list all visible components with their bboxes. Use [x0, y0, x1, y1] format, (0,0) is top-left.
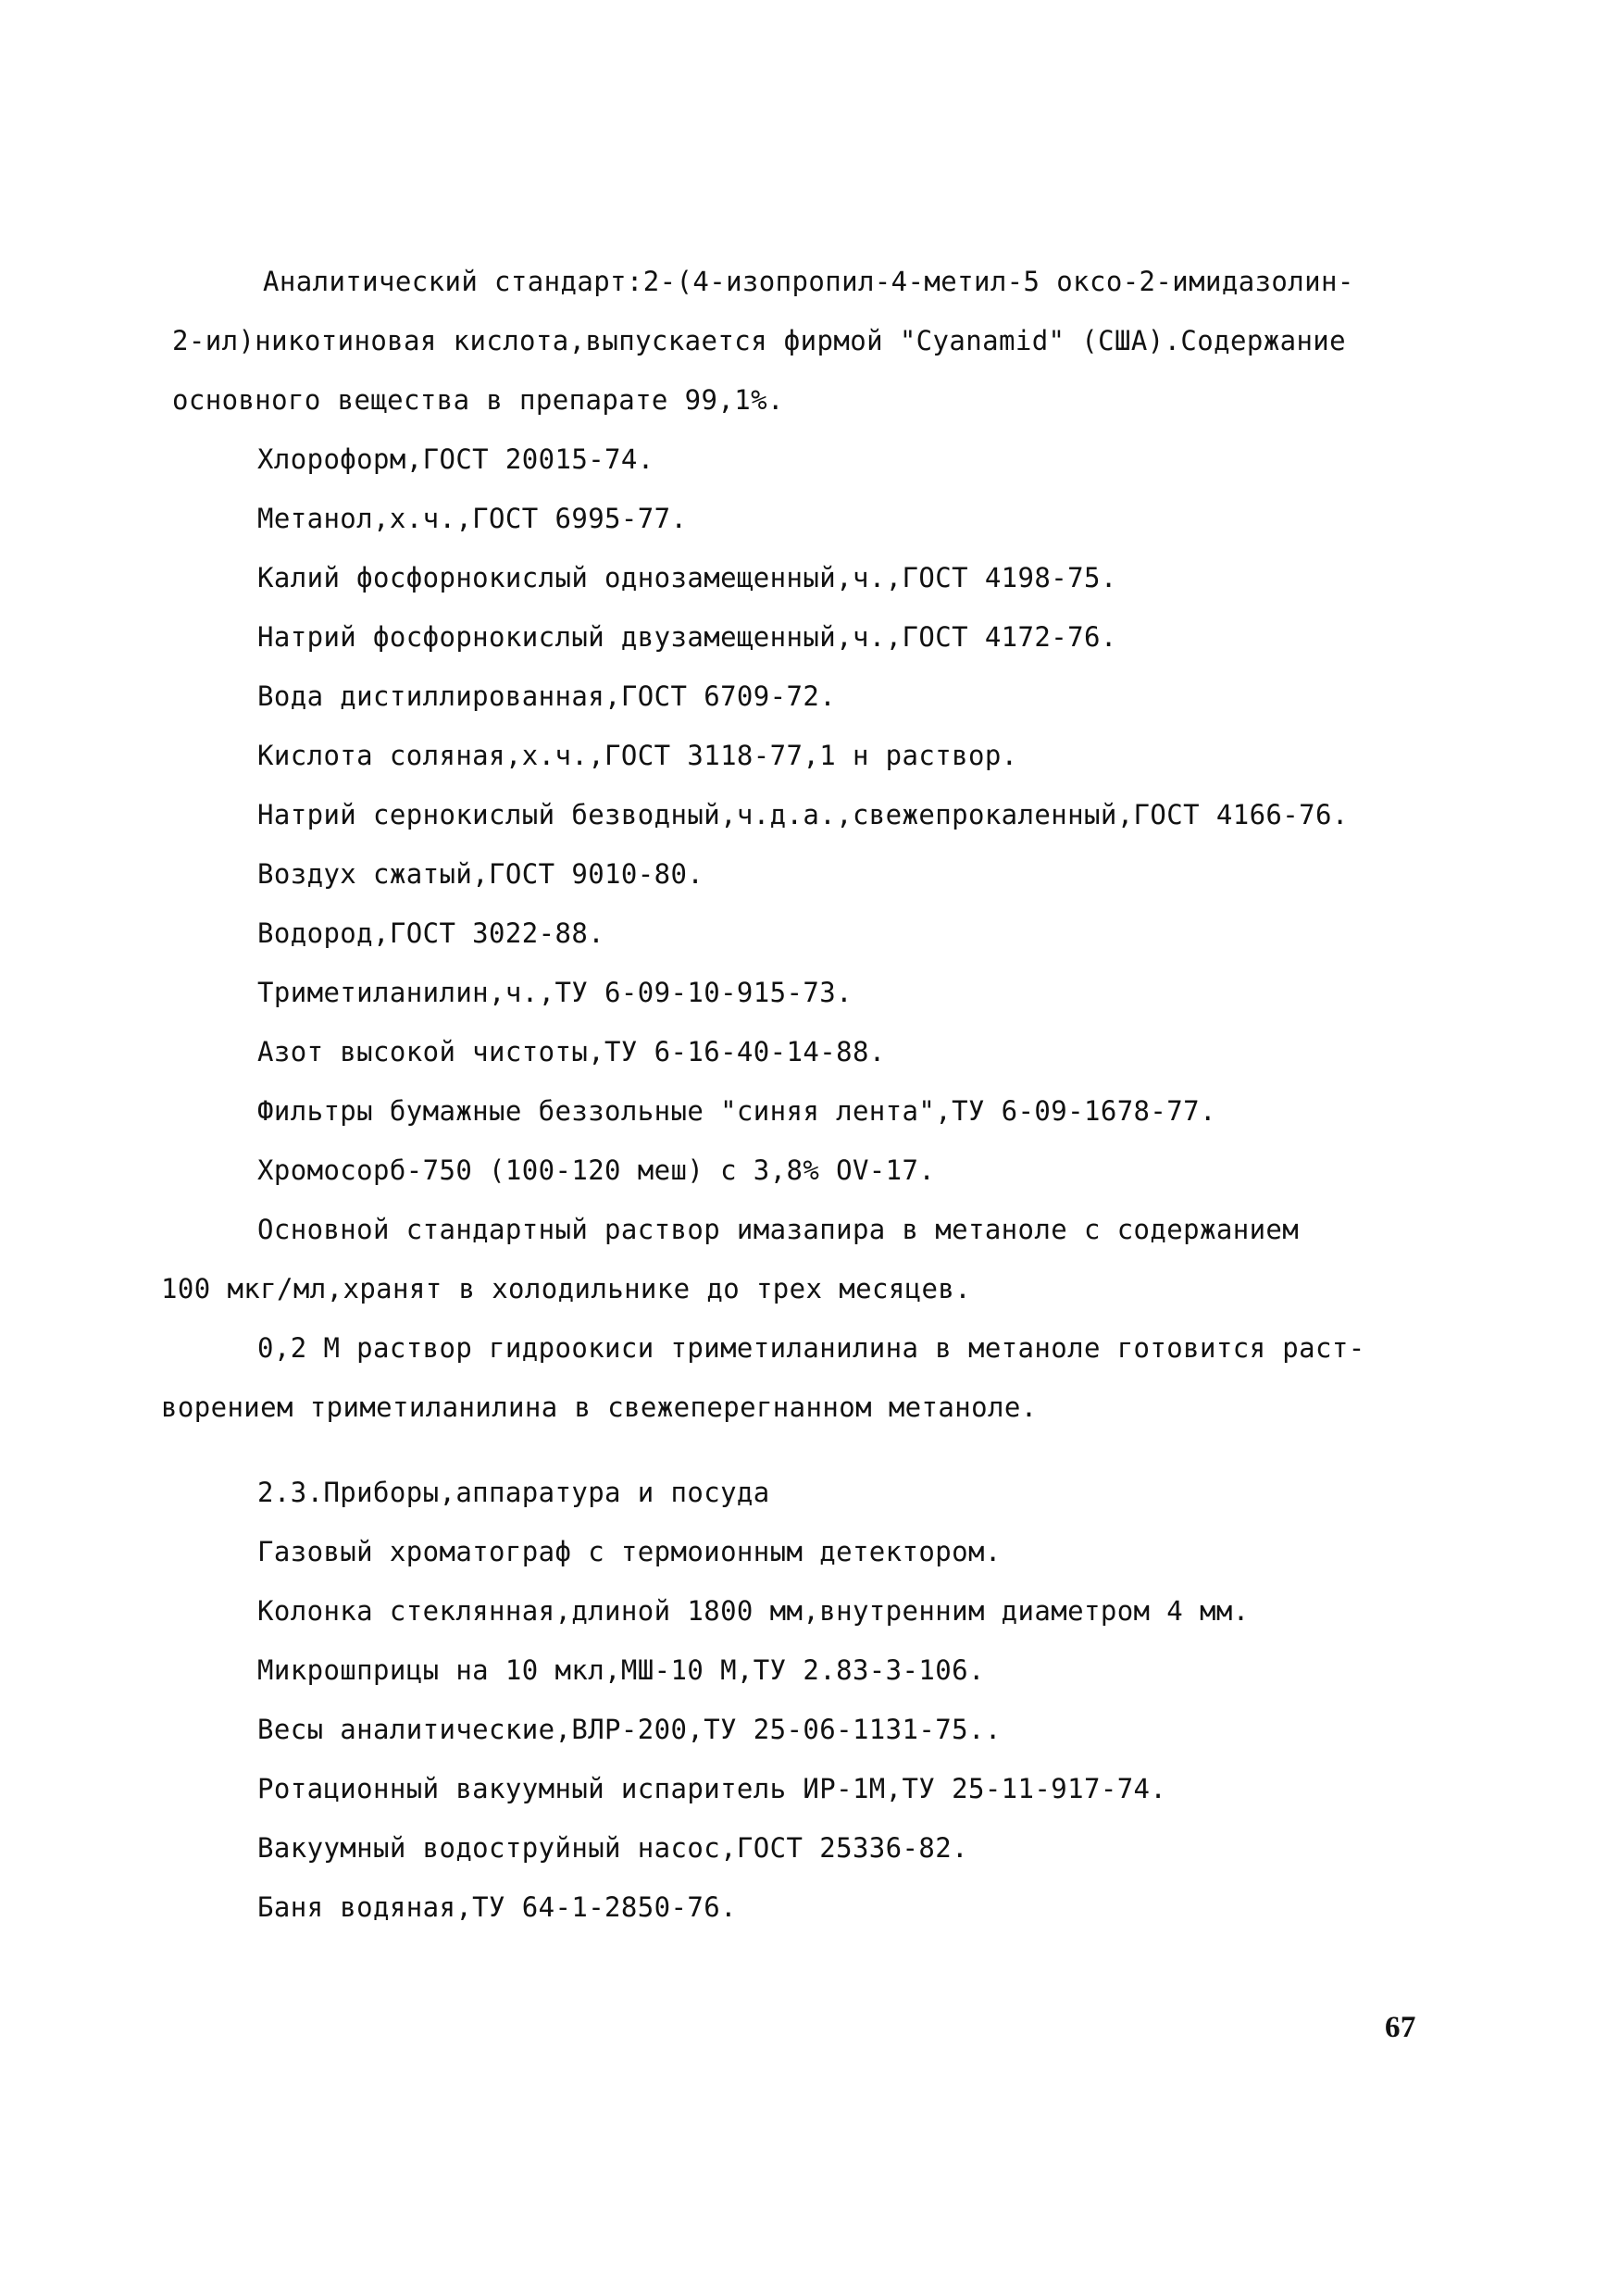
equipment-item: Вакуумный водоструйный насос,ГОСТ 25336-82.	[257, 1832, 968, 1864]
reagent-item: Водород,ГОСТ 3022-88.	[257, 917, 605, 949]
equipment-item: Весы аналитические,ВЛР-200,ТУ 25-06-1131-75..	[257, 1714, 1002, 1745]
reagent-item: Метанол,х.ч.,ГОСТ 6995-77.	[257, 503, 688, 534]
reagent-item: Калий фосфорнокислый однозамещенный,ч.,ГОСТ 4198-75.	[257, 562, 1117, 593]
reagent-item: Триметиланилин,ч.,ТУ 6-09-10-915-73.	[257, 977, 853, 1008]
reagent-item: Воздух сжатый,ГОСТ 9010-80.	[257, 858, 704, 890]
intro-line-1: Аналитический стандарт:2-(4-изопропил-4-метил-5 оксо-2-имидазолин-	[263, 266, 1354, 297]
reagent-item: Вода дистиллированная,ГОСТ 6709-72.	[257, 680, 837, 712]
reagent-item: Натрий фосфорнокислый двузамещенный,ч.,ГОСТ 4172-76.	[257, 621, 1117, 653]
stock-solution-line-1: Основной стандартный раствор имазапира в метаноле с содержанием	[257, 1214, 1300, 1245]
section-heading: 2.3.Приборы,аппаратура и посуда	[257, 1477, 770, 1508]
reagent-item: Хлороформ,ГОСТ 20015-74.	[257, 443, 654, 475]
intro-line-2: 2-ил)никотиновая кислота,выпускается фирмой "Cyanamid" (США).Содержание	[172, 325, 1347, 356]
page-number: 67	[1385, 2011, 1416, 2044]
reagent-item: Натрий сернокислый безводный,ч.д.а.,свежепрокаленный,ГОСТ 4166-76.	[257, 799, 1349, 830]
reagent-item: Кислота соляная,х.ч.,ГОСТ 3118-77,1 н раствор.	[257, 740, 1018, 771]
tma-solution-line-2: ворением триметиланилина в свежеперегнанном метаноле.	[161, 1391, 1038, 1423]
stock-solution-line-2: 100 мкг/мл,хранят в холодильнике до трех месяцев.	[161, 1273, 972, 1304]
equipment-item: Газовый хроматограф с термоионным детектором.	[257, 1536, 1002, 1567]
equipment-item: Микрошприцы на 10 мкл,МШ-10 М,ТУ 2.83-3-106.	[257, 1654, 985, 1686]
equipment-item: Колонка стеклянная,длиной 1800 мм,внутренним диаметром 4 мм.	[257, 1595, 1250, 1627]
equipment-item: Баня водяная,ТУ 64-1-2850-76.	[257, 1891, 737, 1923]
reagent-item: Хромосорб-750 (100-120 меш) с 3,8% OV-17.	[257, 1154, 936, 1186]
equipment-item: Ротационный вакуумный испаритель ИР-1М,ТУ 25-11-917-74.	[257, 1773, 1167, 1804]
reagent-item: Азот высокой чистоты,ТУ 6-16-40-14-88.	[257, 1036, 886, 1067]
intro-line-3: основного вещества в препарате 99,1%.	[172, 384, 784, 416]
tma-solution-line-1: 0,2 М раствор гидроокиси триметиланилина в метаноле готовится раст-	[257, 1332, 1365, 1364]
reagent-item: Фильтры бумажные беззольные "синяя лента",ТУ 6-09-1678-77.	[257, 1095, 1216, 1127]
